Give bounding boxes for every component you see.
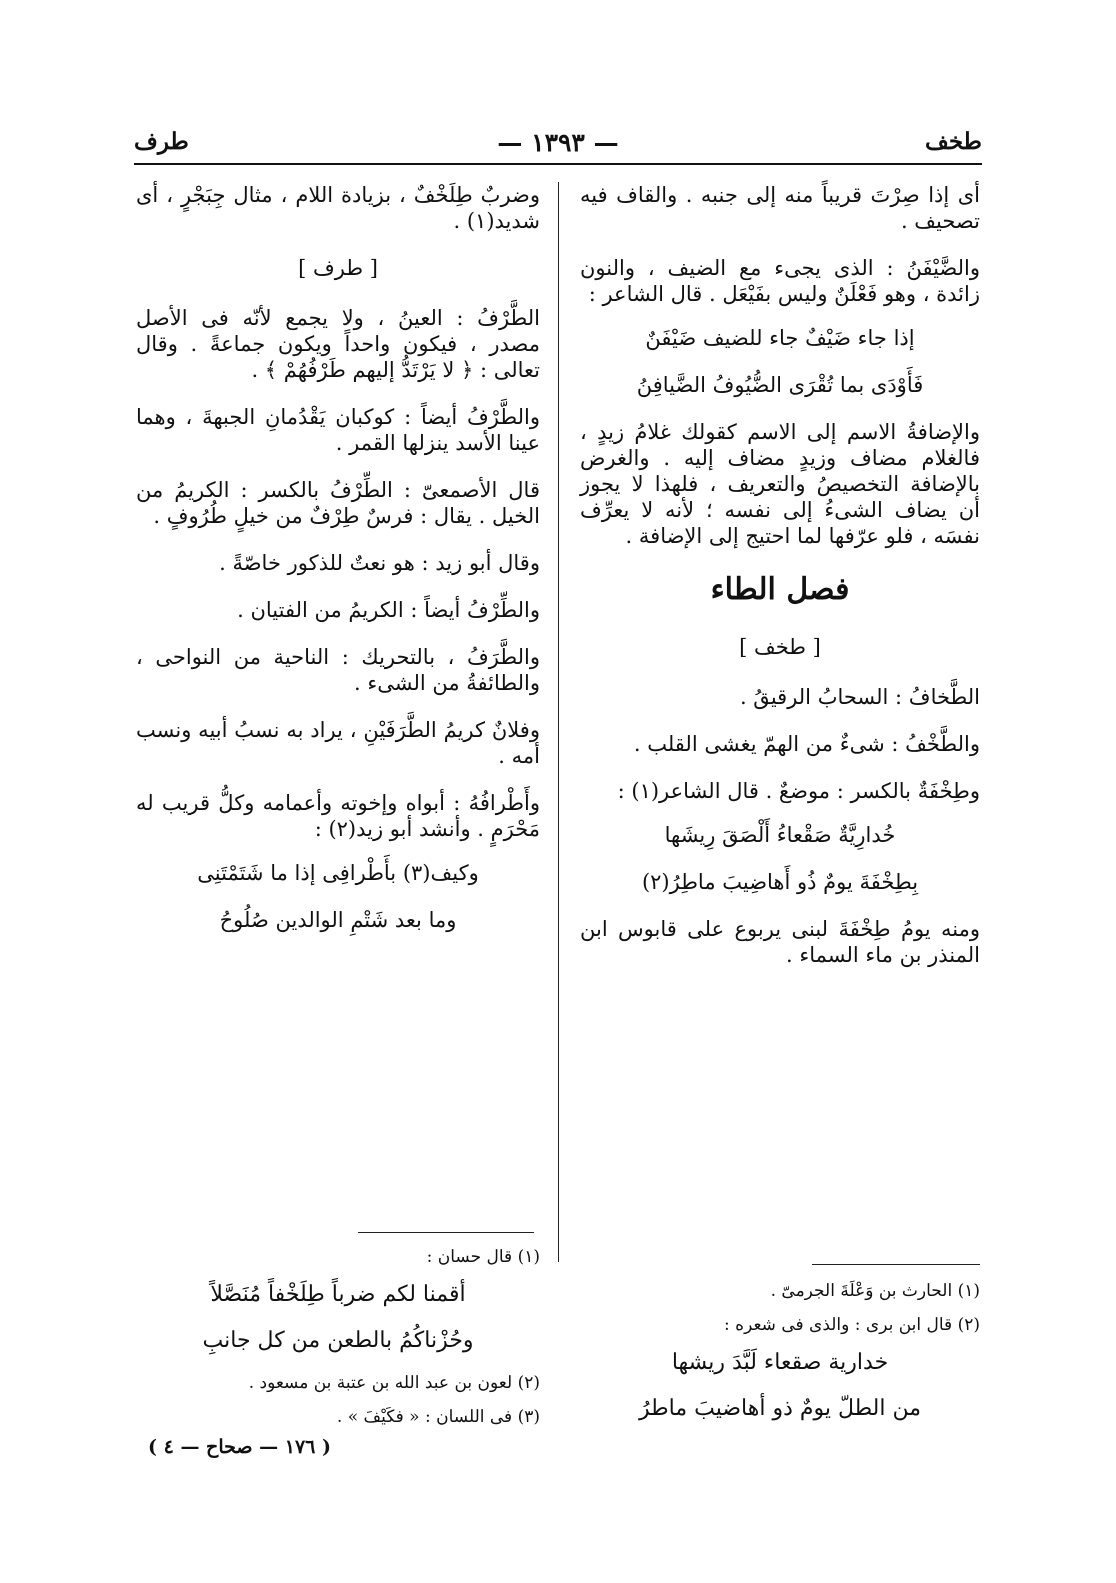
verse-line: إذا جاء ضَيْفٌ جاء للضيف ضَيْفَنٌ (645, 326, 915, 350)
page-number: — ١٣٩٣ — (497, 128, 619, 157)
entry-paragraph: والطِّرْفُ أيضاً : الكريمُ من الفتيان . (237, 598, 540, 622)
verse-line: وكيف(٣) بأَطْرافِى إذا ما شَتَمْتَنِى (197, 861, 479, 885)
entry-paragraph: وأَطْرافُهُ : أبواه وإخوته وأعمامه وكلُّ قريب له مَحْرَمٍ . وأنشد أبو زيد(٢) : (136, 791, 540, 841)
entry-paragraph: الطَّخافُ : السحابُ الرقيقُ . (739, 685, 980, 709)
header-rule (134, 163, 982, 165)
column-divider (558, 182, 559, 1262)
footnote: (١) الحارث بن وَعْلَةَ الجرمىّ . (770, 1281, 980, 1301)
entry-paragraph: وضربٌ طِلَخْفٌ ، بزيادة اللام ، مثال جِبَجْرٍ ، أى شديد(١) . (136, 183, 540, 233)
verse-line: وما بعد شَتْمِ الوالدين صُلُوحُ (219, 908, 457, 932)
entry-paragraph: وقال أبو زيد : هو نعتٌ للذكور خاصّةً . (219, 551, 540, 575)
entry-paragraph: الطَّرْفُ : العينُ ، ولا يجمع لأنّه فى الأصل مصدر ، فيكون واحداً ويكون جماعةً . وقال تعالى : ﴿ لا يَرْتَدُّ إليهم طَرْفُهُمْ ﴾ . (136, 306, 540, 382)
footnote: (٢) لعون بن عبد الله بن عتبة بن مسعود . (248, 1373, 540, 1393)
footnote-verse: أقمنا لكم ضرباً طِلَخْفاً مُنَصَّلاً (210, 1282, 466, 1307)
footnote-verse: وحُزْناكُمُ بالطعن من كل جانبِ (202, 1328, 474, 1353)
entry-paragraph: والإضافةُ الاسم إلى الاسم كقولك غلامُ زيدٍ ، فالغلام مضاف وزيدٍ مضاف إليه . والغرض بالإضافة التخصيصُ والتعريف ، فلهذا لا يجوز أن يضاف الشىءُ إلى نفسه ؛ لأنه لا يعرِّف نفسَه ، فلو عرّفها لما احتيج إلى الإضافة . (580, 420, 980, 548)
header-root-right: طخف (925, 128, 982, 155)
footnote: (١) قال حسان : (426, 1247, 540, 1267)
entry-paragraph: أى إذا صِرْتَ قريباً منه إلى جنبه . والقاف فيه تصحيف . (580, 183, 980, 233)
entry-paragraph: والطَّرْفُ أيضاً : كوكبان يَقْدُمانِ الجبهةَ ، وهما عينا الأسد ينزلها القمر . (136, 405, 540, 455)
entry-paragraph: والضَّيْفَنُ : الذى يجىء مع الضيف ، والنون زائدة ، وهو فَعْلَنٌ وليس بفَيْعَل . قال الشاعر : (580, 256, 980, 306)
footnote-rule (358, 1232, 534, 1233)
right-column (580, 182, 980, 989)
root-subheading: [ طخف ] (739, 635, 821, 659)
footnote: (٣) فى اللسان : « فكَيْفَ » . (336, 1407, 540, 1427)
entry-paragraph: ومنه يومُ طِخْفَةَ لبنى يربوع على قابوس ابن المنذر بن ماء السماء . (580, 917, 980, 967)
entry-paragraph: قال الأصمعىّ : الطِّرْفُ بالكسر : الكريمُ من الخيل . يقال : فرسٌ طِرْفٌ من خيلٍ طُرُوفٍ . (136, 478, 540, 528)
header-root-left: طرف (134, 128, 189, 155)
footnote-rule (812, 1264, 980, 1265)
entry-paragraph: وفلانٌ كريمُ الطَّرَفَيْنِ ، يراد به نسبُ أبيه ونسب أمه . (136, 718, 540, 768)
verse-line: بِطِخْفَةَ يومٌ ذُو أَهاضِيبَ ماطِرُ(٢) (641, 870, 919, 894)
entry-paragraph: والطَّخْفُ : شىءٌ من الهمّ يغشى القلب . (633, 732, 980, 756)
entry-paragraph: والطَّرَفُ ، بالتحريك : الناحية من النواحى ، والطائفةُ من الشىء . (136, 645, 540, 695)
left-footnotes (136, 1246, 540, 1440)
footnote-verse: خدارية صقعاء لَبَّدَ ريشها (671, 1350, 889, 1375)
page-header (134, 128, 982, 164)
left-column (136, 182, 540, 954)
entry-paragraph: وطِخْفَةٌ بالكسر : موضعٌ . قال الشاعر(١) : (617, 779, 980, 803)
right-footnotes (580, 1280, 980, 1440)
footnote-verse: من الطلّ يومٌ ذو أهاضيبَ ماطرُ (638, 1396, 922, 1421)
verse-line: خُدارِيَّةٌ صَقْعاءُ أَلْصَقَ رِيشَها (664, 823, 896, 847)
footnote: (٢) قال ابن برى : والذى فى شعره : (724, 1315, 980, 1335)
printer-signature: ( ١٧٦ — صحاح — ٤ ) (148, 1436, 331, 1458)
verse-line: فَأَوْدَى بما تُقْرَى الضُّيُوفُ الضَّيافِنُ (636, 373, 924, 397)
section-title: فصل الطاء (710, 572, 850, 607)
root-subheading: [ طرف ] (298, 256, 378, 280)
